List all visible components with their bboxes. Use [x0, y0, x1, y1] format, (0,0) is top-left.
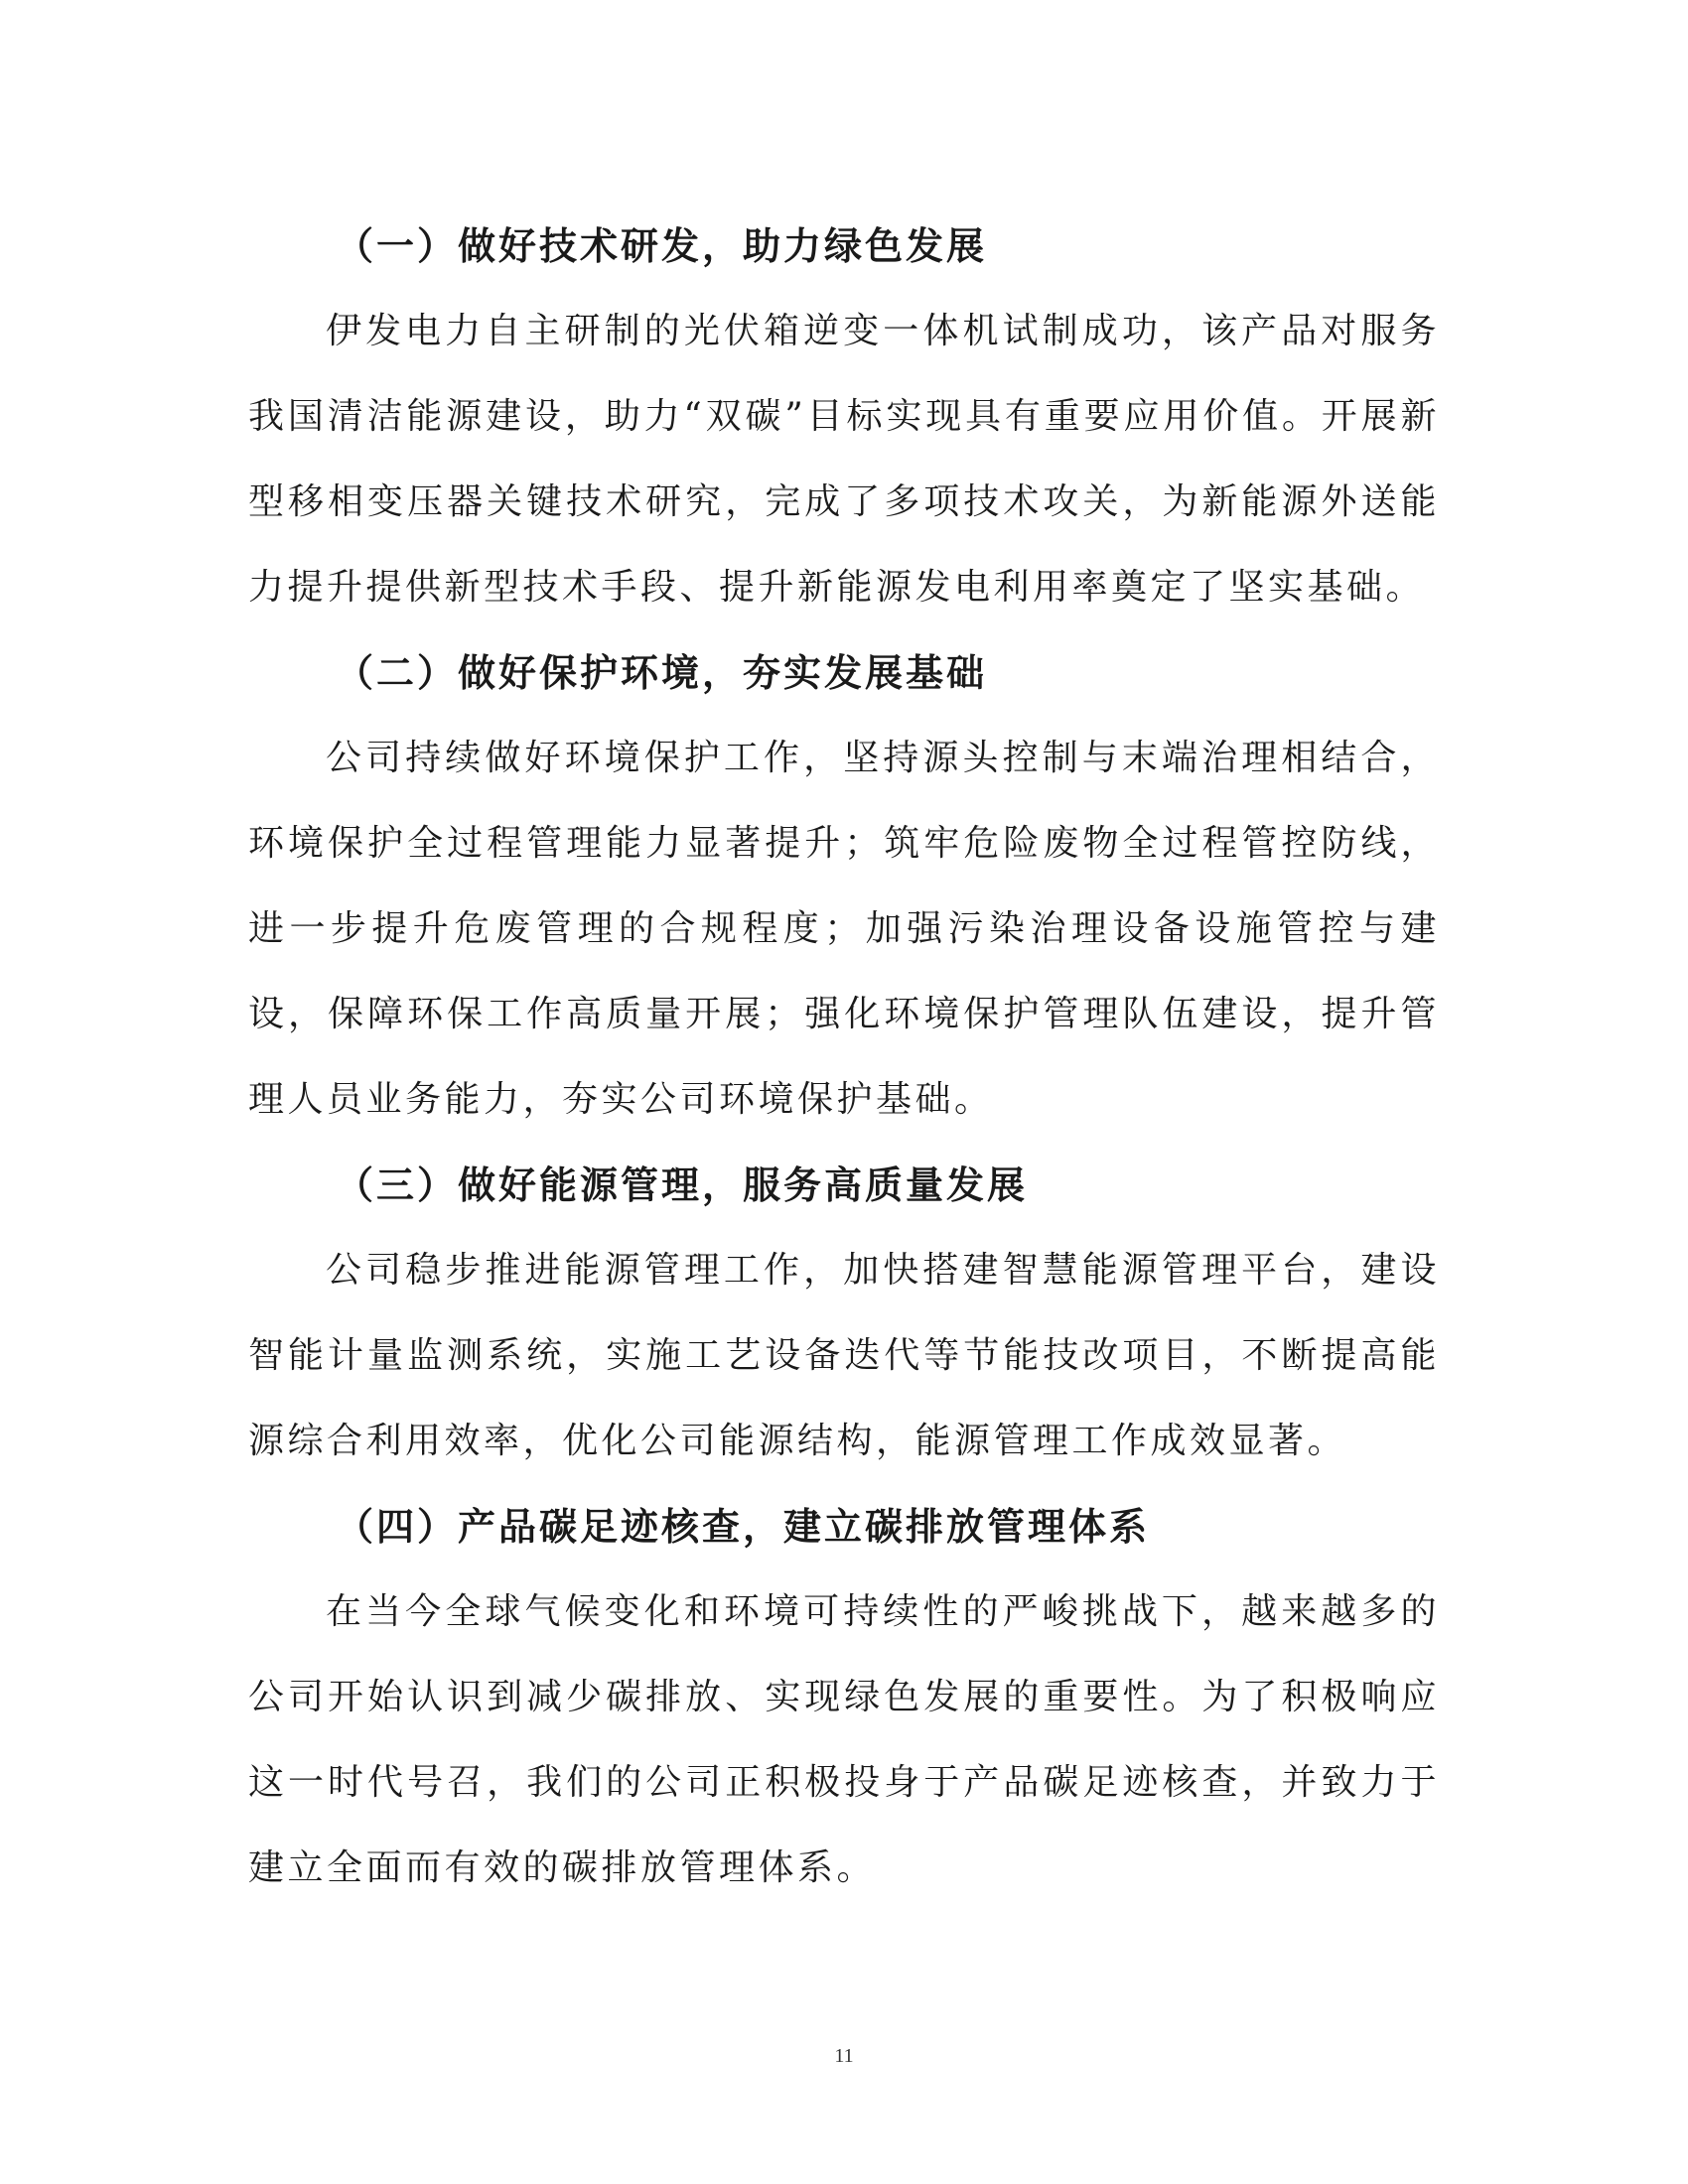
section-heading: （二）做好保护环境，夯实发展基础 [336, 650, 988, 695]
section-paragraph: 公司持续做好环境保护工作，坚持源头控制与末端治理相结合，环境保护全过程管理能力显著提升；筑牢危险废物全过程管控防线，进一步提升危废管理的合规程度；加强污染治理设备设施管控与建设，保障环保工作高质量开展；强化环境保护管理队伍建设，提升管理人员业务能力，夯实公司环境保护基础。 [248, 738, 1440, 1120]
page-number: 11 [834, 2045, 854, 2067]
section-heading: （一）做好技术研发，助力绿色发展 [336, 223, 988, 268]
page-content [248, 204, 1440, 1911]
section-4 [248, 1484, 1440, 1911]
section-3 [248, 1143, 1440, 1484]
section-paragraph: 伊发电力自主研制的光伏箱逆变一体机试制成功，该产品对服务我国清洁能源建设，助力“双碳”目标实现具有重要应用价值。开展新型移相变压器关键技术研究，完成了多项技术攻关，为新能源外送能力提升提供新型技术手段、提升新能源发电利用率奠定了坚实基础。 [248, 311, 1440, 608]
section-paragraph: 公司稳步推进能源管理工作，加快搭建智慧能源管理平台，建设智能计量监测系统，实施工艺设备迭代等节能技改项目，不断提高能源综合利用效率，优化公司能源结构，能源管理工作成效显著。 [248, 1250, 1440, 1461]
section-paragraph: 在当今全球气候变化和环境可持续性的严峻挑战下，越来越多的公司开始认识到减少碳排放、实现绿色发展的重要性。为了积极响应这一时代号召，我们的公司正积极投身于产品碳足迹核查，并致力于建立全面而有效的碳排放管理体系。 [248, 1591, 1440, 1888]
section-heading: （四）产品碳足迹核查，建立碳排放管理体系 [336, 1504, 1151, 1549]
section-2 [248, 630, 1440, 1143]
section-1 [248, 204, 1440, 630]
section-heading: （三）做好能源管理，服务高质量发展 [336, 1162, 1029, 1207]
